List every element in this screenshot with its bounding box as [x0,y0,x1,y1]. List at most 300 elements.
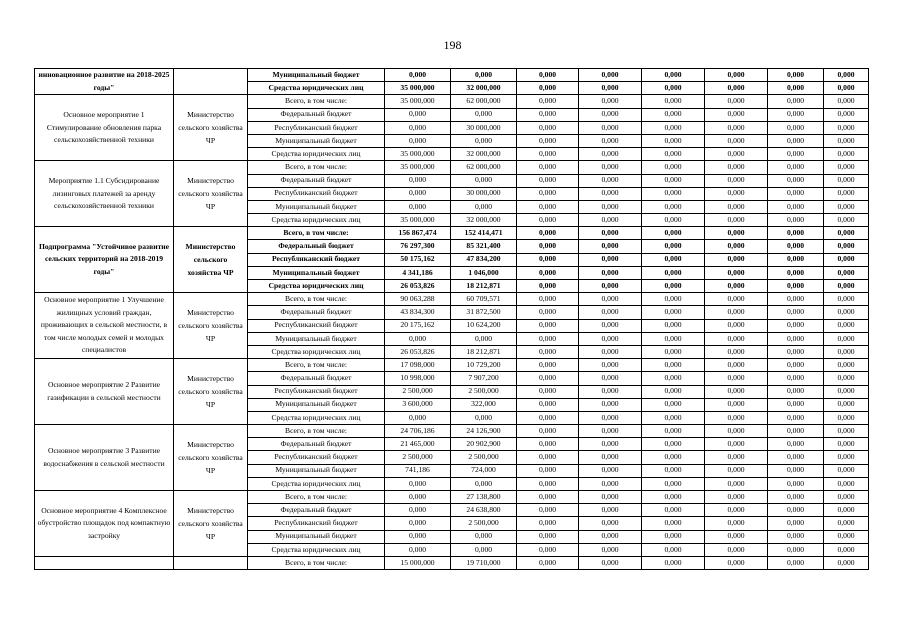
amount-cell: 0,000 [385,200,451,213]
page-number: 198 [443,38,462,52]
amount-cell: 0,000 [824,517,869,530]
amount-cell: 0,000 [824,359,869,372]
amount-cell: 0,000 [824,451,869,464]
funding-source: Республиканский бюджет [248,121,385,134]
amount-cell: 24 638,800 [451,504,517,517]
amount-cell: 0,000 [517,359,579,372]
amount-cell: 0,000 [642,293,705,306]
amount-cell: 0,000 [517,477,579,490]
amount-cell: 0,000 [824,319,869,332]
amount-cell: 30 000,000 [451,187,517,200]
table-row [35,491,869,504]
amount-cell: 0,000 [824,372,869,385]
amount-cell: 0,000 [642,187,705,200]
amount-cell: 0,000 [768,504,824,517]
amount-cell: 0,000 [768,174,824,187]
amount-cell: 0,000 [579,411,642,424]
amount-cell: 0,000 [517,543,579,556]
amount-cell: 0,000 [642,556,705,569]
amount-cell: 0,000 [705,214,768,227]
table-row [35,556,869,569]
funding-source: Федеральный бюджет [248,240,385,253]
amount-cell: 0,000 [579,359,642,372]
amount-cell: 0,000 [642,200,705,213]
amount-cell: 0,000 [579,543,642,556]
amount-cell: 0,000 [824,477,869,490]
amount-cell: 0,000 [705,82,768,95]
amount-cell: 0,000 [385,332,451,345]
amount-cell: 0,000 [517,266,579,279]
amount-cell: 0,000 [705,372,768,385]
amount-cell: 0,000 [642,253,705,266]
amount-cell: 0,000 [642,372,705,385]
amount-cell: 0,000 [579,345,642,358]
amount-cell: 76 297,300 [385,240,451,253]
amount-cell: 0,000 [517,95,579,108]
amount-cell: 0,000 [705,385,768,398]
amount-cell: 0,000 [579,530,642,543]
amount-cell: 3 600,000 [385,398,451,411]
amount-cell: 0,000 [768,280,824,293]
amount-cell: 10 998,000 [385,372,451,385]
amount-cell: 0,000 [705,187,768,200]
funding-source: Средства юридических лиц [248,477,385,490]
amount-cell: 0,000 [705,398,768,411]
amount-cell: 0,000 [768,332,824,345]
amount-cell: 0,000 [705,332,768,345]
amount-cell: 0,000 [824,293,869,306]
amount-cell: 0,000 [705,240,768,253]
amount-cell: 0,000 [824,464,869,477]
amount-cell: 0,000 [768,293,824,306]
amount-cell: 0,000 [579,477,642,490]
amount-cell: 0,000 [642,425,705,438]
amount-cell: 0,000 [705,121,768,134]
amount-cell: 4 341,186 [385,266,451,279]
amount-cell: 0,000 [517,385,579,398]
amount-cell: 0,000 [385,187,451,200]
funding-source: Всего, в том числе: [248,227,385,240]
amount-cell: 0,000 [579,491,642,504]
amount-cell: 0,000 [705,319,768,332]
responsible-executor: Министерство сельского хозяйства ЧР [174,491,248,557]
amount-cell: 0,000 [579,161,642,174]
amount-cell: 0,000 [768,517,824,530]
amount-cell: 18 212,871 [451,280,517,293]
amount-cell: 32 000,000 [451,148,517,161]
amount-cell: 0,000 [642,266,705,279]
funding-source: Средства юридических лиц [248,411,385,424]
amount-cell: 0,000 [517,69,579,82]
amount-cell: 0,000 [517,161,579,174]
funding-source: Федеральный бюджет [248,174,385,187]
amount-cell: 0,000 [705,491,768,504]
amount-cell: 0,000 [579,464,642,477]
amount-cell: 0,000 [824,411,869,424]
funding-source: Федеральный бюджет [248,504,385,517]
amount-cell: 0,000 [824,200,869,213]
amount-cell: 2 500,000 [451,517,517,530]
amount-cell: 0,000 [824,187,869,200]
funding-source: Республиканский бюджет [248,451,385,464]
funding-source: Всего, в том числе: [248,425,385,438]
budget-table-body [35,69,869,570]
measure-description: инновационное развитие на 2018-2025 годы" [35,69,174,95]
amount-cell: 0,000 [385,108,451,121]
amount-cell: 10 729,200 [451,359,517,372]
amount-cell: 0,000 [517,121,579,134]
amount-cell: 2 500,000 [451,385,517,398]
amount-cell: 0,000 [451,200,517,213]
funding-source: Всего, в том числе: [248,161,385,174]
funding-source: Федеральный бюджет [248,372,385,385]
amount-cell: 0,000 [517,438,579,451]
amount-cell: 0,000 [517,464,579,477]
amount-cell: 0,000 [768,148,824,161]
amount-cell: 0,000 [768,385,824,398]
amount-cell: 0,000 [642,148,705,161]
amount-cell: 0,000 [385,134,451,147]
amount-cell: 24 706,186 [385,425,451,438]
responsible-executor: Министерство сельского хозяйства ЧР [174,161,248,227]
amount-cell: 0,000 [517,372,579,385]
amount-cell: 0,000 [705,69,768,82]
table-row [35,227,869,240]
amount-cell: 0,000 [451,134,517,147]
budget-table [34,68,869,570]
responsible-executor: Министерство сельского хозяйства ЧР [174,227,248,293]
amount-cell: 0,000 [579,280,642,293]
amount-cell: 62 000,000 [451,161,517,174]
table-row [35,95,869,108]
amount-cell: 0,000 [579,398,642,411]
amount-cell: 0,000 [705,411,768,424]
amount-cell: 0,000 [768,266,824,279]
amount-cell: 47 834,200 [451,253,517,266]
amount-cell: 0,000 [517,200,579,213]
amount-cell: 0,000 [517,240,579,253]
funding-source: Муниципальный бюджет [248,398,385,411]
amount-cell: 0,000 [517,530,579,543]
responsible-executor: Министерство сельского хозяйства ЧР [174,425,248,491]
amount-cell: 0,000 [642,477,705,490]
amount-cell: 0,000 [579,214,642,227]
amount-cell: 0,000 [642,411,705,424]
amount-cell: 0,000 [824,253,869,266]
amount-cell: 0,000 [385,504,451,517]
amount-cell: 0,000 [642,306,705,319]
amount-cell: 0,000 [824,174,869,187]
amount-cell: 0,000 [642,134,705,147]
amount-cell: 0,000 [385,174,451,187]
amount-cell: 0,000 [705,345,768,358]
amount-cell: 0,000 [517,214,579,227]
funding-source: Федеральный бюджет [248,438,385,451]
amount-cell: 0,000 [768,200,824,213]
amount-cell: 0,000 [579,556,642,569]
amount-cell: 0,000 [824,95,869,108]
amount-cell: 0,000 [579,187,642,200]
amount-cell: 0,000 [579,174,642,187]
amount-cell: 0,000 [579,69,642,82]
amount-cell: 0,000 [642,385,705,398]
amount-cell: 0,000 [451,477,517,490]
amount-cell: 0,000 [517,174,579,187]
amount-cell: 0,000 [517,280,579,293]
amount-cell: 0,000 [642,398,705,411]
amount-cell: 0,000 [705,227,768,240]
amount-cell: 0,000 [385,69,451,82]
amount-cell: 35 000,000 [385,95,451,108]
amount-cell: 0,000 [451,69,517,82]
amount-cell: 0,000 [451,174,517,187]
amount-cell: 18 212,871 [451,345,517,358]
amount-cell: 0,000 [824,108,869,121]
amount-cell: 0,000 [642,359,705,372]
amount-cell: 0,000 [824,398,869,411]
amount-cell: 0,000 [517,148,579,161]
amount-cell: 0,000 [642,319,705,332]
amount-cell: 0,000 [517,398,579,411]
amount-cell: 0,000 [385,477,451,490]
amount-cell: 0,000 [824,345,869,358]
amount-cell: 0,000 [768,253,824,266]
amount-cell: 0,000 [768,214,824,227]
responsible-executor: Министерство сельского хозяйства ЧР [174,293,248,359]
table-row [35,359,869,372]
amount-cell: 0,000 [517,451,579,464]
amount-cell: 724,000 [451,464,517,477]
amount-cell: 0,000 [768,372,824,385]
amount-cell: 0,000 [579,148,642,161]
amount-cell: 0,000 [642,69,705,82]
funding-source: Муниципальный бюджет [248,69,385,82]
amount-cell: 0,000 [451,530,517,543]
amount-cell: 0,000 [517,134,579,147]
amount-cell: 0,000 [385,543,451,556]
amount-cell: 0,000 [579,121,642,134]
amount-cell: 0,000 [517,187,579,200]
amount-cell: 0,000 [642,543,705,556]
amount-cell: 0,000 [579,240,642,253]
amount-cell: 0,000 [642,280,705,293]
amount-cell: 0,000 [824,438,869,451]
amount-cell: 0,000 [705,543,768,556]
amount-cell: 0,000 [579,293,642,306]
amount-cell: 741,186 [385,464,451,477]
amount-cell: 0,000 [579,425,642,438]
amount-cell: 0,000 [824,332,869,345]
amount-cell: 0,000 [517,332,579,345]
amount-cell: 20 902,900 [451,438,517,451]
amount-cell: 0,000 [768,134,824,147]
amount-cell: 2 500,000 [385,451,451,464]
amount-cell: 0,000 [642,491,705,504]
funding-source: Республиканский бюджет [248,253,385,266]
amount-cell: 0,000 [824,556,869,569]
funding-source: Муниципальный бюджет [248,332,385,345]
amount-cell: 0,000 [642,517,705,530]
amount-cell: 62 000,000 [451,95,517,108]
amount-cell: 90 063,288 [385,293,451,306]
amount-cell: 0,000 [517,345,579,358]
funding-source: Федеральный бюджет [248,108,385,121]
amount-cell: 0,000 [705,148,768,161]
funding-source: Всего, в том числе: [248,556,385,569]
amount-cell: 7 907,200 [451,372,517,385]
amount-cell: 0,000 [579,134,642,147]
amount-cell: 0,000 [642,240,705,253]
amount-cell: 0,000 [705,477,768,490]
funding-source: Всего, в том числе: [248,293,385,306]
funding-source: Средства юридических лиц [248,82,385,95]
amount-cell: 0,000 [517,517,579,530]
amount-cell: 0,000 [579,266,642,279]
table-row [35,161,869,174]
funding-source: Средства юридических лиц [248,148,385,161]
amount-cell: 0,000 [385,411,451,424]
amount-cell: 156 867,474 [385,227,451,240]
amount-cell: 0,000 [451,332,517,345]
amount-cell: 0,000 [451,411,517,424]
amount-cell: 0,000 [824,227,869,240]
amount-cell: 0,000 [642,438,705,451]
amount-cell: 0,000 [768,451,824,464]
amount-cell: 19 710,000 [451,556,517,569]
amount-cell: 0,000 [768,556,824,569]
amount-cell: 0,000 [768,345,824,358]
amount-cell: 0,000 [824,425,869,438]
amount-cell: 0,000 [824,121,869,134]
amount-cell: 0,000 [824,240,869,253]
amount-cell: 0,000 [768,69,824,82]
funding-source: Всего, в том числе: [248,359,385,372]
measure-description [35,556,174,569]
responsible-executor: Министерство сельского хозяйства ЧР [174,95,248,161]
amount-cell: 50 175,162 [385,253,451,266]
amount-cell: 0,000 [824,543,869,556]
funding-source: Республиканский бюджет [248,187,385,200]
amount-cell: 43 834,300 [385,306,451,319]
amount-cell: 0,000 [517,108,579,121]
table-row [35,425,869,438]
amount-cell: 0,000 [517,306,579,319]
amount-cell: 0,000 [705,95,768,108]
responsible-executor: Министерство сельского хозяйства ЧР [174,359,248,425]
amount-cell: 0,000 [579,82,642,95]
amount-cell: 0,000 [705,464,768,477]
amount-cell: 0,000 [824,280,869,293]
amount-cell: 60 709,571 [451,293,517,306]
amount-cell: 0,000 [579,517,642,530]
amount-cell: 0,000 [768,543,824,556]
amount-cell: 0,000 [517,253,579,266]
amount-cell: 0,000 [385,121,451,134]
funding-source: Республиканский бюджет [248,517,385,530]
amount-cell: 17 098,000 [385,359,451,372]
amount-cell: 0,000 [517,319,579,332]
amount-cell: 0,000 [705,556,768,569]
amount-cell: 0,000 [705,425,768,438]
amount-cell: 0,000 [579,253,642,266]
amount-cell: 1 046,000 [451,266,517,279]
measure-description: Основное мероприятие 3 Развитие водоснабжения в сельской местности [35,425,174,491]
amount-cell: 0,000 [517,425,579,438]
amount-cell: 0,000 [579,504,642,517]
amount-cell: 0,000 [579,372,642,385]
amount-cell: 0,000 [705,253,768,266]
amount-cell: 0,000 [705,438,768,451]
amount-cell: 0,000 [642,345,705,358]
funding-source: Средства юридических лиц [248,543,385,556]
amount-cell: 0,000 [705,293,768,306]
amount-cell: 0,000 [579,451,642,464]
amount-cell: 0,000 [642,82,705,95]
amount-cell: 0,000 [768,108,824,121]
funding-source: Муниципальный бюджет [248,200,385,213]
amount-cell: 0,000 [451,108,517,121]
amount-cell: 0,000 [579,227,642,240]
amount-cell: 2 500,000 [451,451,517,464]
amount-cell: 0,000 [705,174,768,187]
amount-cell: 0,000 [705,200,768,213]
amount-cell: 0,000 [824,266,869,279]
funding-source: Федеральный бюджет [248,306,385,319]
amount-cell: 0,000 [824,148,869,161]
amount-cell: 0,000 [642,504,705,517]
funding-source: Республиканский бюджет [248,319,385,332]
amount-cell: 35 000,000 [385,82,451,95]
amount-cell: 35 000,000 [385,161,451,174]
amount-cell: 31 872,500 [451,306,517,319]
table-row [35,69,869,82]
funding-source: Средства юридических лиц [248,345,385,358]
amount-cell: 0,000 [768,530,824,543]
amount-cell: 0,000 [705,134,768,147]
measure-description: Подпрограмма "Устойчивое развитие сельских территорий на 2018-2019 годы" [35,227,174,293]
amount-cell: 0,000 [824,69,869,82]
amount-cell: 0,000 [824,385,869,398]
amount-cell: 322,000 [451,398,517,411]
amount-cell: 0,000 [768,161,824,174]
funding-source: Средства юридических лиц [248,214,385,227]
funding-source: Муниципальный бюджет [248,464,385,477]
amount-cell: 35 000,000 [385,214,451,227]
amount-cell: 0,000 [642,530,705,543]
responsible-executor [174,556,248,569]
amount-cell: 0,000 [579,438,642,451]
amount-cell: 0,000 [385,491,451,504]
amount-cell: 0,000 [768,227,824,240]
amount-cell: 0,000 [642,332,705,345]
amount-cell: 0,000 [642,174,705,187]
amount-cell: 0,000 [705,517,768,530]
amount-cell: 0,000 [824,491,869,504]
amount-cell: 0,000 [768,240,824,253]
amount-cell: 0,000 [517,293,579,306]
amount-cell: 0,000 [768,82,824,95]
amount-cell: 0,000 [768,464,824,477]
amount-cell: 0,000 [579,95,642,108]
amount-cell: 0,000 [642,95,705,108]
amount-cell: 0,000 [824,306,869,319]
amount-cell: 0,000 [385,530,451,543]
amount-cell: 85 321,400 [451,240,517,253]
amount-cell: 0,000 [579,319,642,332]
amount-cell: 0,000 [768,425,824,438]
amount-cell: 0,000 [768,411,824,424]
amount-cell: 0,000 [705,280,768,293]
